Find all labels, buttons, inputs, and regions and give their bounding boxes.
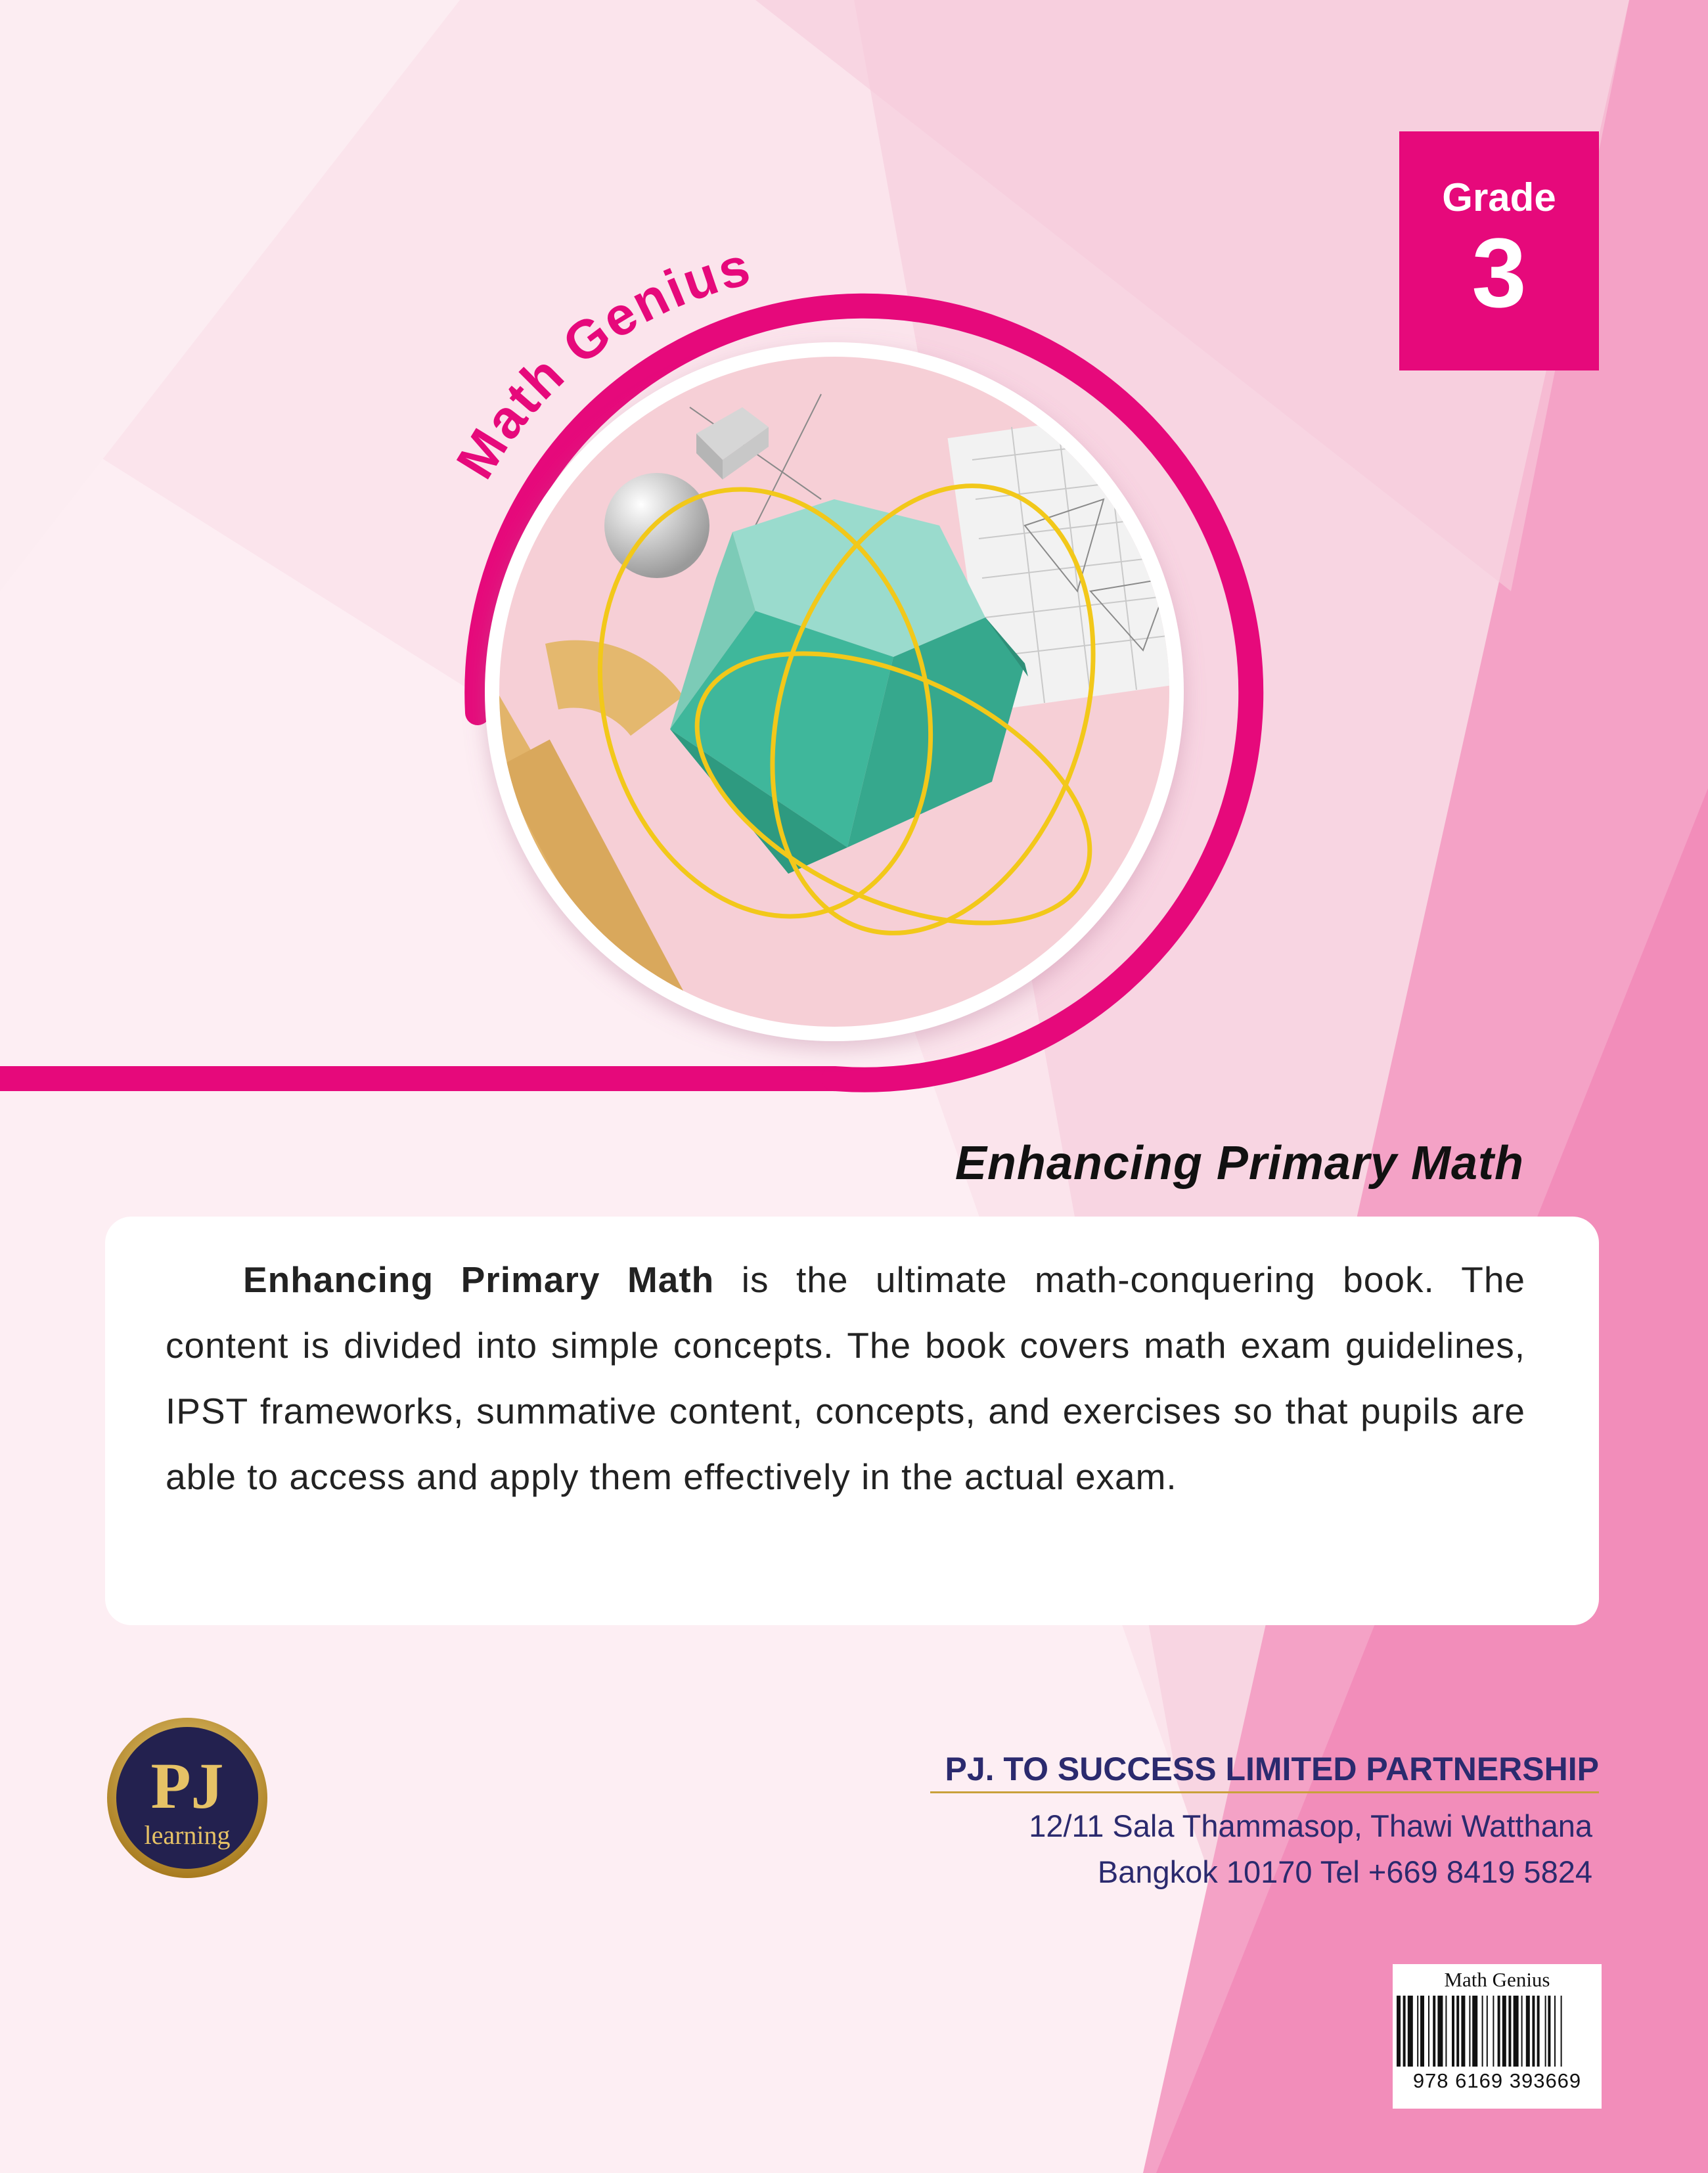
publisher-name: PJ. TO SUCCESS LIMITED PARTNERSHIP: [945, 1751, 1599, 1787]
book-subtitle: Enhancing Primary Math: [955, 1137, 1524, 1190]
pj-learning-logo: [105, 1716, 269, 1880]
barcode-title: Math Genius: [1444, 1968, 1550, 1991]
logo-letters: PJ: [150, 1749, 224, 1822]
grade-badge: [1399, 131, 1599, 370]
publisher-address-line1: 12/11 Sala Thammasop, Thawi Watthana: [1029, 1808, 1592, 1843]
publisher-address-line2: Bangkok 10170 Tel +669 8419 5824: [1097, 1854, 1592, 1889]
description-bold-lead: Enhancing Primary Math: [243, 1259, 715, 1300]
series-title: Math Genius: [445, 236, 757, 489]
grade-number: 3: [1472, 217, 1527, 328]
barcode: [1393, 1964, 1602, 2109]
publisher-divider: [930, 1791, 1599, 1793]
description-body: is the ultimate math-conquering book. The content is divided into simple concepts. The book covers math exam guidelines, IPST frameworks, summative content, concepts, and exercises so that pupils are able to access and apply them effectively in the actual exam.: [166, 1259, 1525, 1497]
grade-label: Grade: [1442, 175, 1556, 219]
description-text: [166, 1247, 1525, 1510]
svg-text:Math Genius: [445, 236, 757, 489]
barcode-number: 978 6169 393669: [1412, 2069, 1582, 2092]
barcode-bars: [1397, 1996, 1598, 2067]
logo-word: learning: [144, 1820, 231, 1850]
description-box: [105, 1217, 1599, 1625]
